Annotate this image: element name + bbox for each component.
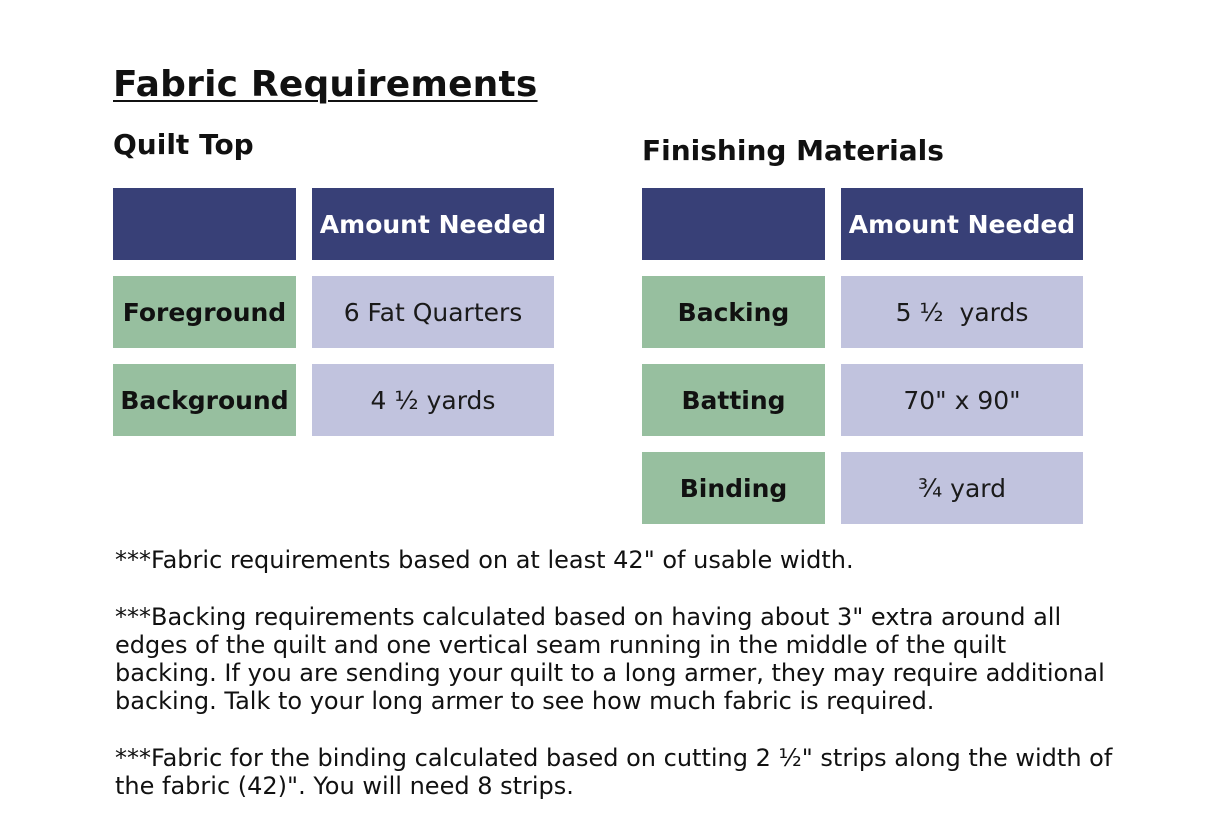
- quilt-top-amount-background: 4 ½ yards: [312, 364, 554, 436]
- finishing-amount-batting: 70" x 90": [841, 364, 1083, 436]
- note-backing: ***Backing requirements calculated based on having about 3" extra around all edges of the quilt and one vertical seam running in the middle of the quilt backing. If you are sending your quilt to a long armer, they may require additional backing. Talk to your long armer to see how much fabric is required.: [115, 603, 1105, 715]
- quilt-top-heading: Quilt Top: [113, 128, 254, 161]
- page-title: Fabric Requirements: [113, 64, 538, 105]
- finishing-amount-binding: ¾ yard: [841, 452, 1083, 524]
- quilt-top-label-foreground: Foreground: [113, 276, 296, 348]
- finishing-label-backing: Backing: [642, 276, 825, 348]
- finishing-label-batting: Batting: [642, 364, 825, 436]
- quilt-top-amount-foreground: 6 Fat Quarters: [312, 276, 554, 348]
- quilt-top-label-background: Background: [113, 364, 296, 436]
- note-binding: ***Fabric for the binding calculated based on cutting 2 ½" strips along the width of the fabric (42)". You will need 8 strips.: [115, 744, 1113, 800]
- quilt-top-header-amount: Amount Needed: [312, 188, 554, 260]
- note-usable-width: ***Fabric requirements based on at least 42" of usable width.: [115, 546, 854, 574]
- finishing-header-amount: Amount Needed: [841, 188, 1083, 260]
- finishing-label-binding: Binding: [642, 452, 825, 524]
- finishing-header-empty: [642, 188, 825, 260]
- finishing-amount-backing: 5 ½ yards: [841, 276, 1083, 348]
- finishing-heading: Finishing Materials: [642, 134, 944, 167]
- quilt-top-header-empty: [113, 188, 296, 260]
